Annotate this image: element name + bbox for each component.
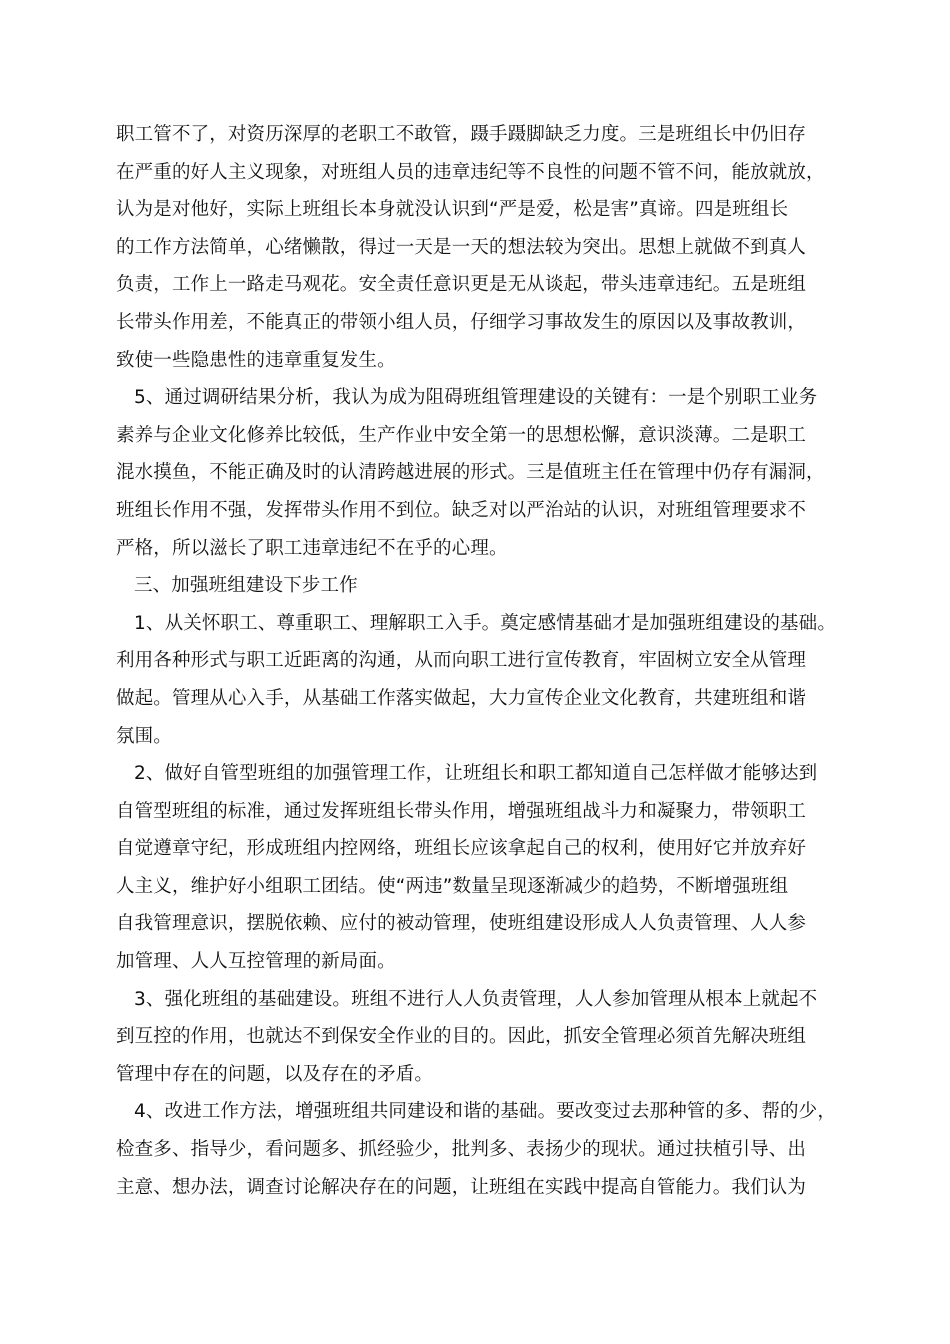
document-body	[116, 116, 842, 1206]
text-line: 致使一些隐患性的违章重复发生。	[116, 349, 396, 371]
text-line: 检查多、指导少，看问题多、抓经验少，批判多、表扬少的现状。通过扶植引导、出	[116, 1139, 807, 1161]
text-line: 主意、想办法，调查讨论解决存在的问题，让班组在实践中提高自管能力。我们认为	[116, 1176, 807, 1198]
text-line: 利用各种形式与职工近距离的沟通，从而向职工进行宣传教育，牢固树立安全从管理	[116, 650, 807, 672]
text-line: 混水摸鱼，不能正确及时的认清跨越进展的形式。三是值班主任在管理中仍存有漏洞，	[116, 462, 825, 484]
text-line: 人主义，维护好小组职工团结。使“两违”数量呈现逐渐减少的趋势，不断增强班组	[116, 875, 789, 897]
text-line: 自我管理意识，摆脱依赖、应付的被动管理，使班组建设形成人人负责管理、人人参	[116, 913, 807, 935]
section-heading: 三、加强班组建设下步工作	[134, 575, 358, 597]
text-line: 认为是对他好，实际上班组长本身就没认识到“严是爱，松是害”真谛。四是班组长	[116, 199, 789, 221]
text-line: 加管理、人人互控管理的新局面。	[116, 951, 396, 973]
paragraph-start-line: 1、从关怀职工、尊重职工、理解职工入手。奠定感情基础才是加强班组建设的基础。	[134, 612, 836, 634]
text-line: 严格，所以滋长了职工违章违纪不在乎的心理。	[116, 537, 508, 559]
paragraph-start-line: 3、强化班组的基础建设。班组不进行人人负责管理，人人参加管理从根本上就起不	[134, 988, 818, 1010]
text-line: 的工作方法简单，心绪懒散，得过一天是一天的想法较为突出。思想上就做不到真人	[116, 236, 807, 258]
text-line: 素养与企业文化修养比较低，生产作业中安全第一的思想松懈，意识淡薄。二是职工	[116, 424, 807, 446]
paragraph-start-line: 4、改进工作方法，增强班组共同建设和谐的基础。要改变过去那种管的多、帮的少，	[134, 1101, 836, 1123]
text-line: 班组长作用不强，发挥带头作用不到位。缺乏对以严治站的认识，对班组管理要求不	[116, 499, 807, 521]
text-line: 到互控的作用，也就达不到保安全作业的目的。因此，抓安全管理必须首先解决班组	[116, 1026, 807, 1048]
text-line: 自觉遵章守纪，形成班组内控网络，班组长应该拿起自己的权利，使用好它并放弃好	[116, 838, 807, 860]
paragraph-start-line: 5、通过调研结果分析，我认为成为阻碍班组管理建设的关键有：一是个别职工业务	[134, 387, 818, 409]
text-line: 管理中存在的问题，以及存在的矛盾。	[116, 1063, 434, 1085]
text-line: 自管型班组的标准，通过发挥班组长带头作用，增强班组战斗力和凝聚力，带领职工	[116, 800, 807, 822]
text-line: 职工管不了，对资历深厚的老职工不敢管，蹑手蹑脚缺乏力度。三是班组长中仍旧存	[116, 124, 807, 145]
text-line: 长带头作用差，不能真正的带领小组人员，仔细学习事故发生的原因以及事故教训，	[116, 311, 807, 333]
text-line: 做起。管理从心入手，从基础工作落实做起，大力宣传企业文化教育，共建班组和谐	[116, 687, 807, 709]
paragraph-start-line: 2、做好自管型班组的加强管理工作，让班组长和职工都知道自己怎样做才能够达到	[134, 763, 818, 785]
text-line: 负责，工作上一路走马观花。安全责任意识更是无从谈起，带头违章违纪。五是班组	[116, 274, 807, 296]
text-line: 氛围。	[116, 725, 172, 747]
text-line: 在严重的好人主义现象，对班组人员的违章违纪等不良性的问题不管不问，能放就放，	[116, 161, 825, 183]
